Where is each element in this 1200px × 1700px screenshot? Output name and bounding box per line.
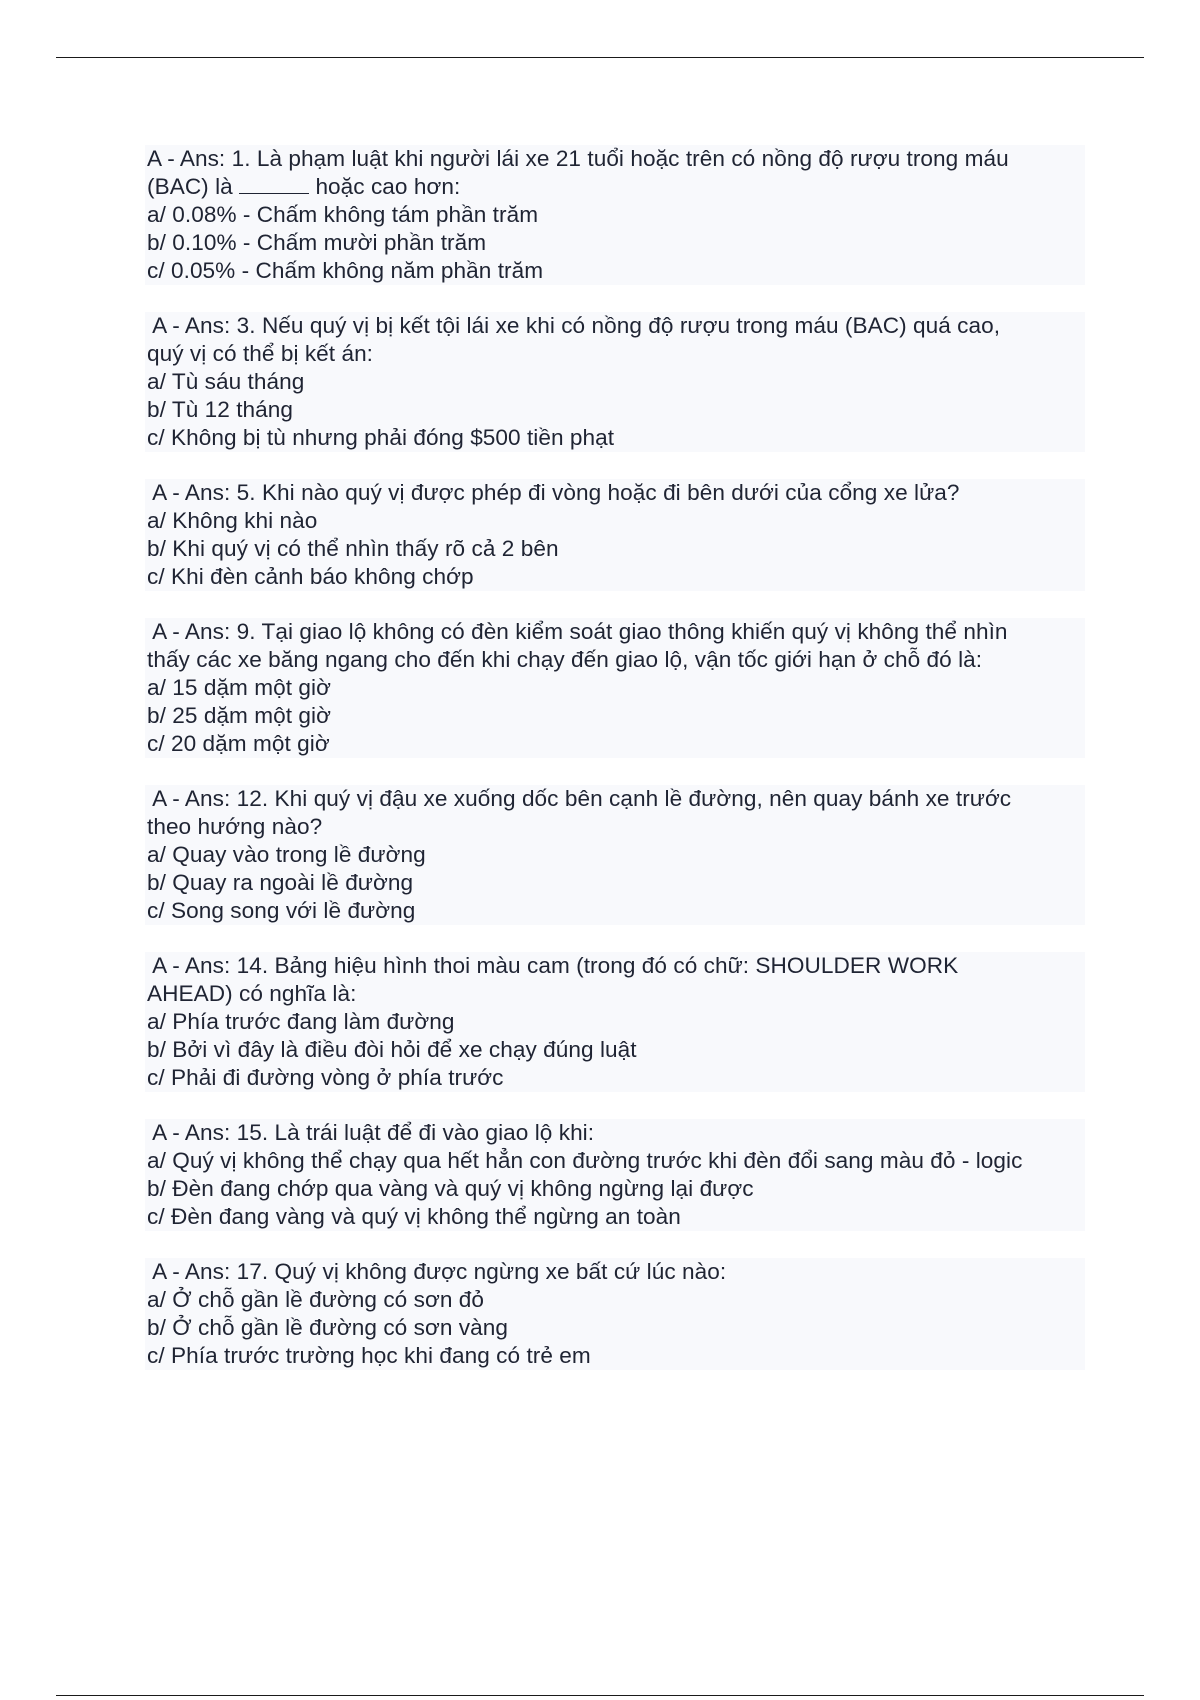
question-1-line-2 xyxy=(145,173,1085,201)
option-b: b/ Ở chỗ gần lề đường có sơn vàng xyxy=(145,1314,1085,1342)
option-a: a/ Quý vị không thể chạy qua hết hẳn con đường trước khi đèn đổi sang màu đỏ - logic xyxy=(145,1147,1085,1175)
option-c: c/ Không bị tù nhưng phải đóng $500 tiền phạt xyxy=(145,424,1085,452)
option-b: b/ 25 dặm một giờ xyxy=(145,702,1085,730)
question-3-line-1: A - Ans: 3. Nếu quý vị bị kết tội lái xe khi có nồng độ rượu trong máu (BAC) quá cao, xyxy=(145,312,1085,340)
question-14 xyxy=(145,952,1085,1092)
option-a: a/ 15 dặm một giờ xyxy=(145,674,1085,702)
question-15-line-1: A - Ans: 15. Là trái luật để đi vào giao lộ khi: xyxy=(145,1119,1085,1147)
question-1-line-2-prefix: (BAC) là xyxy=(147,174,233,199)
question-14-line-2: AHEAD) có nghĩa là: xyxy=(145,980,1085,1008)
question-5 xyxy=(145,479,1085,591)
option-a: a/ Quay vào trong lề đường xyxy=(145,841,1085,869)
question-17 xyxy=(145,1258,1085,1370)
option-a: a/ Không khi nào xyxy=(145,507,1085,535)
question-12-line-1: A - Ans: 12. Khi quý vị đậu xe xuống dốc bên cạnh lề đường, nên quay bánh xe trước xyxy=(145,785,1085,813)
question-14-line-1: A - Ans: 14. Bảng hiệu hình thoi màu cam (trong đó có chữ: SHOULDER WORK xyxy=(145,952,1085,980)
fill-in-blank xyxy=(239,173,309,194)
option-c: c/ Song song với lề đường xyxy=(145,897,1085,925)
option-a: a/ Tù sáu tháng xyxy=(145,368,1085,396)
question-1-line-1: A - Ans: 1. Là phạm luật khi người lái xe 21 tuổi hoặc trên có nồng độ rượu trong máu xyxy=(145,145,1085,173)
option-c: c/ Phải đi đường vòng ở phía trước xyxy=(145,1064,1085,1092)
question-5-line-1: A - Ans: 5. Khi nào quý vị được phép đi vòng hoặc đi bên dưới của cổng xe lửa? xyxy=(145,479,1085,507)
question-12 xyxy=(145,785,1085,925)
question-17-line-1: A - Ans: 17. Quý vị không được ngừng xe bất cứ lúc nào: xyxy=(145,1258,1085,1286)
question-9-line-1: A - Ans: 9. Tại giao lộ không có đèn kiểm soát giao thông khiến quý vị không thể nhìn xyxy=(145,618,1085,646)
option-a: a/ Ở chỗ gần lề đường có sơn đỏ xyxy=(145,1286,1085,1314)
header-rule xyxy=(56,57,1144,58)
option-b: b/ 0.10% - Chấm mười phần trăm xyxy=(145,229,1085,257)
footer-rule xyxy=(56,1695,1144,1696)
option-a: a/ 0.08% - Chấm không tám phần trăm xyxy=(145,201,1085,229)
question-3-line-2: quý vị có thể bị kết án: xyxy=(145,340,1085,368)
question-3 xyxy=(145,312,1085,452)
question-12-line-2: theo hướng nào? xyxy=(145,813,1085,841)
option-b: b/ Khi quý vị có thể nhìn thấy rõ cả 2 bên xyxy=(145,535,1085,563)
option-c: c/ Phía trước trường học khi đang có trẻ em xyxy=(145,1342,1085,1370)
option-a: a/ Phía trước đang làm đường xyxy=(145,1008,1085,1036)
document-body xyxy=(145,145,1085,1397)
option-c: c/ 20 dặm một giờ xyxy=(145,730,1085,758)
option-b: b/ Quay ra ngoài lề đường xyxy=(145,869,1085,897)
option-c: c/ Khi đèn cảnh báo không chớp xyxy=(145,563,1085,591)
question-1 xyxy=(145,145,1085,285)
option-b: b/ Tù 12 tháng xyxy=(145,396,1085,424)
option-b: b/ Bởi vì đây là điều đòi hỏi để xe chạy đúng luật xyxy=(145,1036,1085,1064)
question-1-line-2-suffix: hoặc cao hơn: xyxy=(315,174,461,199)
option-c: c/ 0.05% - Chấm không năm phần trăm xyxy=(145,257,1085,285)
question-9 xyxy=(145,618,1085,758)
option-b: b/ Đèn đang chớp qua vàng và quý vị không ngừng lại được xyxy=(145,1175,1085,1203)
option-c: c/ Đèn đang vàng và quý vị không thể ngừng an toàn xyxy=(145,1203,1085,1231)
question-15 xyxy=(145,1119,1085,1231)
question-9-line-2: thấy các xe băng ngang cho đến khi chạy đến giao lộ, vận tốc giới hạn ở chỗ đó là: xyxy=(145,646,1085,674)
